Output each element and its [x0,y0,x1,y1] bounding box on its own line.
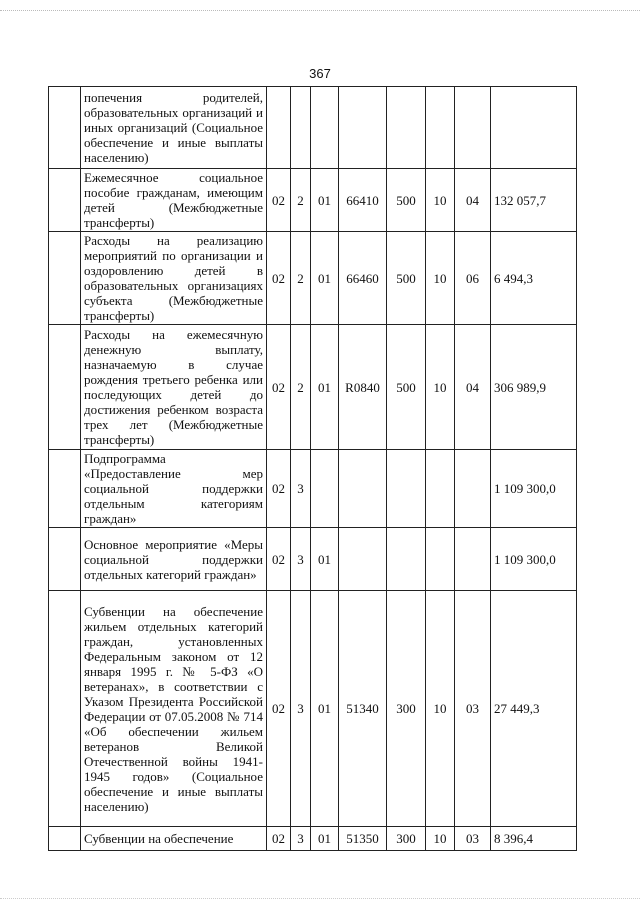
code-cell-2: 3 [291,591,311,827]
code-cell-5: 500 [387,169,426,232]
table-row [49,450,577,528]
row-description: Субвенции на обеспечение жильем отдельных категорий граждан, установленных Федеральным законом от 12 января 1995 г. № 5-ФЗ «О ветеранах», в соответствии с Указом Президента Российской Федерации от 07.05.2008 № 714 «Об обеспечении жильем ветеранов Великой Отечественной войны 1941-1945 годов» (Социальное обеспечение и иные выплаты населению) [81,591,267,827]
table-row [49,325,577,450]
row-index-cell [49,325,81,450]
code-cell-7 [455,528,491,591]
code-cell-2: 2 [291,232,311,325]
code-cell-2: 3 [291,528,311,591]
amount-cell: 8 396,4 [491,827,577,851]
code-cell-1: 02 [267,591,291,827]
code-cell-2: 3 [291,827,311,851]
amount-cell: 132 057,7 [491,169,577,232]
row-index-cell [49,232,81,325]
code-cell-3: 01 [311,591,339,827]
code-cell-1: 02 [267,169,291,232]
code-cell-5 [387,528,426,591]
code-cell-5: 300 [387,591,426,827]
row-description: Ежемесячное социальное пособие гражданам, имеющим детей (Межбюджетные трансферты) [81,169,267,232]
row-description: Подпрограмма «Предоставление мер социальной поддержки отдельным категориям граждан» [81,450,267,528]
code-cell-4: 51350 [339,827,387,851]
code-cell-5: 300 [387,827,426,851]
code-cell-1: 02 [267,827,291,851]
code-cell-4: 66410 [339,169,387,232]
code-cell-3 [311,87,339,169]
code-cell-7: 03 [455,591,491,827]
code-cell-4 [339,87,387,169]
code-cell-6 [426,87,455,169]
code-cell-3: 01 [311,528,339,591]
code-cell-4: 51340 [339,591,387,827]
code-cell-3 [311,450,339,528]
code-cell-3: 01 [311,232,339,325]
code-cell-1: 02 [267,325,291,450]
code-cell-7 [455,87,491,169]
code-cell-3: 01 [311,169,339,232]
page-number: 367 [309,66,331,81]
top-scan-rule [0,10,640,11]
row-index-cell [49,450,81,528]
code-cell-7: 03 [455,827,491,851]
code-cell-2: 2 [291,169,311,232]
row-description: Основное мероприятие «Меры социальной поддержки отдельных категорий граждан» [81,528,267,591]
row-description: Расходы на реализацию мероприятий по организации и оздоровлению детей в образовательных организациях субъекта (Межбюджетные трансферты) [81,232,267,325]
table-row [49,87,577,169]
amount-cell: 27 449,3 [491,591,577,827]
code-cell-7: 06 [455,232,491,325]
code-cell-2 [291,87,311,169]
code-cell-3: 01 [311,827,339,851]
row-index-cell [49,87,81,169]
code-cell-6 [426,528,455,591]
code-cell-1: 02 [267,528,291,591]
amount-cell: 1 109 300,0 [491,528,577,591]
code-cell-4 [339,450,387,528]
code-cell-6: 10 [426,232,455,325]
code-cell-7: 04 [455,169,491,232]
amount-cell: 306 989,9 [491,325,577,450]
table-row [49,591,577,827]
row-description: Субвенции на обеспечение [81,827,267,851]
code-cell-1 [267,87,291,169]
code-cell-7: 04 [455,325,491,450]
code-cell-5 [387,87,426,169]
code-cell-4: R0840 [339,325,387,450]
row-index-cell [49,827,81,851]
code-cell-1: 02 [267,232,291,325]
code-cell-4: 66460 [339,232,387,325]
row-description: Расходы на ежемесячную денежную выплату, назначаемую в случае рождения третьего ребенка или последующих детей до достижения ребенком возраста трех лет (Межбюджетные трансферты) [81,325,267,450]
row-index-cell [49,591,81,827]
amount-cell: 6 494,3 [491,232,577,325]
code-cell-5: 500 [387,232,426,325]
table-row [49,528,577,591]
budget-table [48,86,577,851]
code-cell-2: 3 [291,450,311,528]
row-index-cell [49,528,81,591]
code-cell-3: 01 [311,325,339,450]
code-cell-6: 10 [426,591,455,827]
table-row [49,232,577,325]
code-cell-5: 500 [387,325,426,450]
code-cell-4 [339,528,387,591]
code-cell-6: 10 [426,169,455,232]
amount-cell [491,87,577,169]
bottom-scan-rule [0,898,640,899]
table-row [49,827,577,851]
code-cell-7 [455,450,491,528]
code-cell-6 [426,450,455,528]
amount-cell: 1 109 300,0 [491,450,577,528]
row-index-cell [49,169,81,232]
code-cell-6: 10 [426,325,455,450]
table-row [49,169,577,232]
code-cell-1: 02 [267,450,291,528]
code-cell-2: 2 [291,325,311,450]
row-description: попечения родителей, образовательных организаций и иных организаций (Социальное обеспечение и иные выплаты населению) [81,87,267,169]
code-cell-5 [387,450,426,528]
code-cell-6: 10 [426,827,455,851]
